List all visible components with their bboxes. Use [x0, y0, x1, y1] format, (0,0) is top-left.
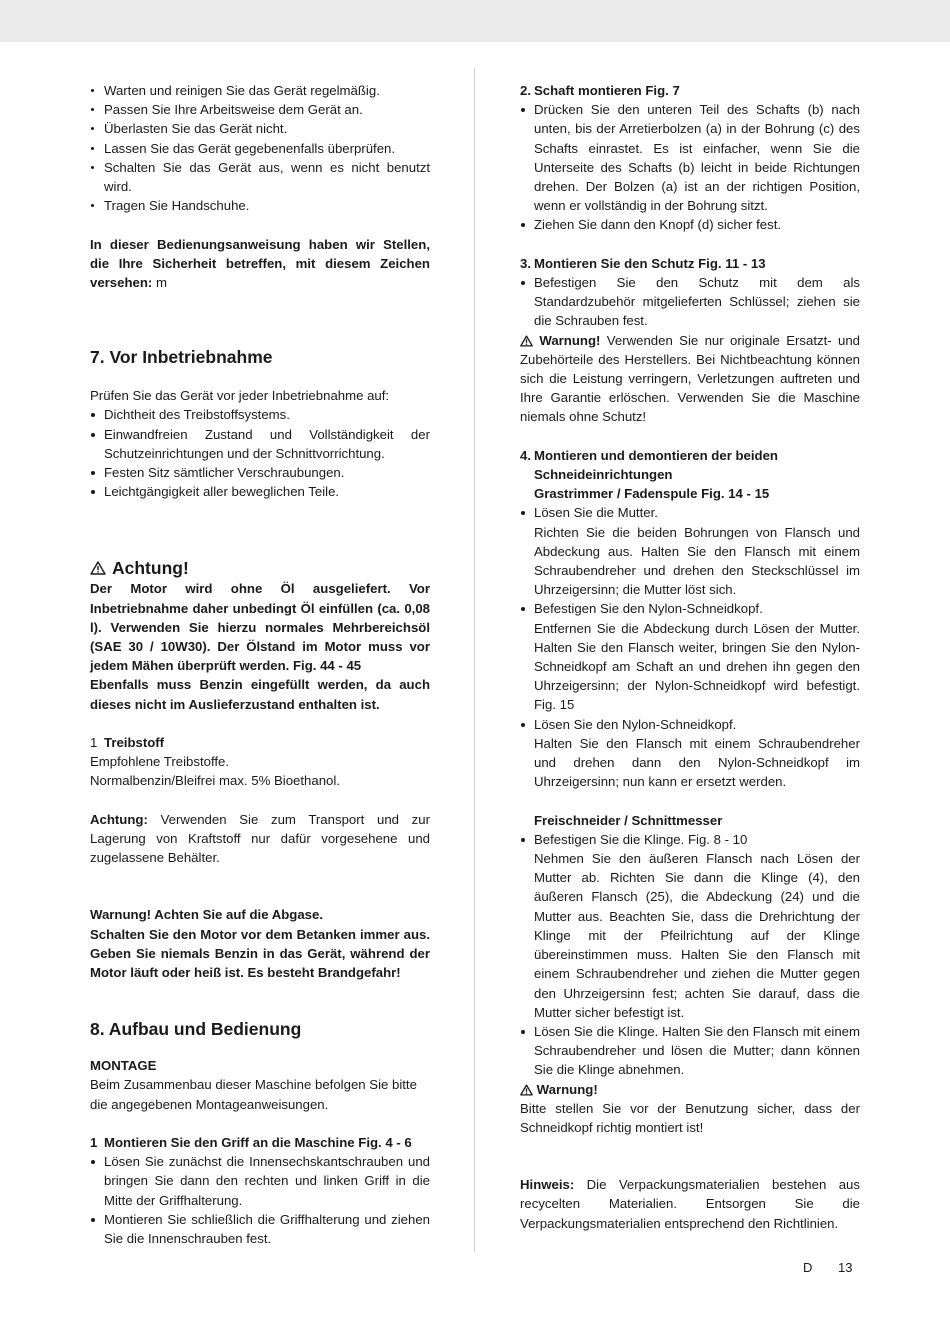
list-item: Dichtheit des Treibstoffsystems. — [90, 405, 430, 424]
final-warning-text: Bitte stellen Sie vor der Benutzung sicher, dass der Schneidkopf richtig montiert ist! — [520, 1100, 860, 1135]
step-4-heading: 4. Montieren und demontieren der beiden Schneideinrichtungen — [520, 446, 860, 484]
step-4-sub1-title: Grastrimmer / Fadenspule Fig. 14 - 15 — [534, 486, 770, 502]
list-item: Befestigen Sie den Nylon-Schneidkopf. Entfernen Sie die Abdeckung durch Lösen der Mutter. Halten Sie den Flansch weiter, bringen Sie den Nylon-Schneidkopf am Schaft an und drehen ihn gegen den Uhrzeigersinn; der Nylon-Schneidkopf wird befestigt. Fig. 15 — [520, 599, 860, 714]
list-item: Lösen Sie die Mutter. Richten Sie die beiden Bohrungen von Flansch und Abdeckung aus. Halten Sie den Flansch mit einem Schraubendreher und drehen den Steckschlüssel im Uhrzeigersinn; die Mutter löst sich. — [520, 503, 860, 599]
step-4-sub1-list — [520, 503, 860, 791]
footer-language: D — [803, 1260, 813, 1275]
list-item: Festen Sitz sämtlicher Verschraubungen. — [90, 463, 430, 482]
step-3-list — [520, 273, 860, 331]
safety-symbol: m — [155, 275, 167, 291]
list-item: Tragen Sie Handschuhe. — [90, 196, 430, 215]
step-3-title: Montieren Sie den Schutz Fig. 11 - 13 — [534, 255, 766, 271]
section-7-title: 7. Vor Inbetriebnahme — [90, 347, 273, 368]
list-item: Überlasten Sie das Gerät nicht. — [90, 119, 430, 138]
step-4-title: Montieren und demontieren der beiden Schneideinrichtungen — [534, 447, 778, 483]
step-4-sub2-list — [520, 830, 860, 1080]
step-3-heading: 3. Montieren Sie den Schutz Fig. 11 - 13 — [520, 254, 860, 273]
section-7-intro: Prüfen Sie das Gerät vor jeder Inbetriebnahme auf: — [90, 388, 390, 404]
list-item: Lösen Sie zunächst die Innensechskantschrauben und bringen Sie dann den rechten und linken Griff in die Mitte der Griffhalterung. — [90, 1152, 430, 1210]
list-item: Drücken Sie den unteren Teil des Schafts (b) nach unten, bis der Arretierbolzen (a) in der Bohrung (c) des Schafts einrastet. Es ist einfacher, wenn Sie die Unterseite des Schafts (b) leicht in beide Richtungen drehen. Der Bolzen (a) ist an der richtigen Position, wenn er vollständig in der Bohrung sitzt. — [520, 100, 860, 215]
list-item: Warten und reinigen Sie das Gerät regelmäßig. — [90, 81, 430, 100]
fuel-line-1: Empfohlene Treibstoffe. — [90, 754, 230, 770]
exhaust-warning-title: Warnung! Achten Sie auf die Abgase. — [90, 907, 324, 923]
list-item: Lösen Sie die Klinge. Halten Sie den Flansch mit einem Schraubendreher und lösen die Mutter; dann können Sie die Klinge abnehmen. — [520, 1022, 860, 1080]
step-1-list — [90, 1152, 430, 1248]
warning-triangle-icon — [90, 561, 106, 575]
section-7-list — [90, 405, 430, 501]
attention-heading — [90, 557, 430, 579]
warning-triangle-icon — [520, 1084, 533, 1096]
step-2-list — [520, 100, 860, 234]
step-4-sub2-title: Freischneider / Schnittmesser — [534, 812, 723, 828]
final-warning-heading: Warnung! — [520, 1080, 860, 1099]
care-list — [90, 81, 430, 215]
left-column — [90, 81, 430, 1248]
list-item: Passen Sie Ihre Arbeitsweise dem Gerät an. — [90, 100, 430, 119]
fuel-caution: Achtung: Verwenden Sie zum Transport und zur Lagerung von Kraftstoff nur dafür vorgesehene und zugelassene Behälter. — [90, 811, 430, 866]
montage-text: Beim Zusammenbau dieser Maschine befolgen Sie bitte die angegebenen Montageanweisungen. — [90, 1077, 417, 1112]
section-8-title: 8. Aufbau und Bedienung — [90, 1019, 302, 1040]
list-item: Ziehen Sie dann den Knopf (d) sicher fest. — [520, 215, 860, 234]
fuel-line-2: Normalbenzin/Bleifrei max. 5% Bioethanol. — [90, 773, 340, 789]
attention-text: Der Motor wird ohne Öl ausgeliefert. Vor Inbetriebnahme daher unbedingt Öl einfüllen (ca. 0,08 l). Verwenden Sie hierzu normales Mehrbereichsöl (SAE 30 / 10W30). Der Ölstand im Motor muss vor jedem Mähen überprüft werden. Fig. 44 - 45 — [90, 581, 430, 674]
step-1-title: Montieren Sie den Griff an die Maschine Fig. 4 - 6 — [104, 1135, 412, 1151]
right-column — [520, 81, 860, 1233]
attention-title: Achtung! — [112, 558, 189, 579]
step-2-heading: 2. Schaft montieren Fig. 7 — [520, 81, 860, 100]
list-item: Leichtgängigkeit aller beweglichen Teile. — [90, 482, 430, 501]
list-item: Montieren Sie schließlich die Griffhalterung und ziehen Sie die Innenschrauben fest. — [90, 1210, 430, 1248]
attention-text-2: Ebenfalls muss Benzin eingefüllt werden, da auch dieses nicht im Auslieferzustand enthalten ist. — [90, 677, 430, 712]
montage-title: MONTAGE — [90, 1058, 157, 1074]
step-1-heading: 1 Montieren Sie den Griff an die Maschine Fig. 4 - 6 — [90, 1133, 430, 1152]
list-item: Befestigen Sie den Schutz mit dem als Standardzubehör mitgelieferten Schlüssel; ziehen sie die Schrauben fest. — [520, 273, 860, 331]
fuel-heading: 1 Treibstoff — [90, 735, 165, 751]
exhaust-warning-text: Schalten Sie den Motor vor dem Betanken immer aus. Geben Sie niemals Benzin in das Gerät, während der Motor läuft oder heiß ist. Es besteht Brandgefahr! — [90, 926, 430, 981]
step-2-title: Schaft montieren Fig. 7 — [534, 83, 680, 98]
warning-triangle-icon — [520, 335, 533, 347]
list-item: Einwandfreien Zustand und Vollständigkeit der Schutzeinrichtungen und der Schnittvorrichtung. — [90, 425, 430, 463]
step-3-warning: Warnung! Verwenden Sie nur originale Ersatzt- und Zubehörteile des Herstellers. Bei Nichtbeachtung können sich die Leistung verringern, Verletzungen auftreten und Ihre Garantie erlöschen. Verwenden Sie die Maschine niemals ohne Schutz! — [520, 332, 861, 425]
safety-note — [90, 235, 430, 293]
page-number: 13 — [838, 1260, 853, 1275]
safety-note-text: In dieser Bedienungsanweisung haben wir Stellen, die Ihre Sicherheit betreffen, mit diesem Zeichen versehen: — [90, 236, 430, 291]
list-item: Lassen Sie das Gerät gegebenenfalls überprüfen. — [90, 139, 430, 158]
list-item: Befestigen Sie die Klinge. Fig. 8 - 10 Nehmen Sie den äußeren Flansch nach Lösen der Mutter ab. Richten Sie dann die Klinge (4), den äußeren Flansch (25), die Abdeckung (24) und die Mutter aus. Beachten Sie, dass die Drehrichtung der Klinge mit der Pfeilrichtung auf der Klinge übereinstimmen muss. Halten Sie den Flansch mit einem Schraubendreher und ziehen die Mutter gegen den Uhrzeigersinn fest; achten Sie darauf, dass die Mutter sicher befestigt ist. — [520, 830, 860, 1022]
list-item: Schalten Sie das Gerät aus, wenn es nicht benutzt wird. — [90, 158, 430, 196]
fuel-title: Treibstoff — [104, 735, 165, 751]
list-item: Lösen Sie den Nylon-Schneidkopf. Halten Sie den Flansch mit einem Schraubendreher und drehen dann den Nylon-Schneidkopf im Uhrzeigersinn; nun kann er ersetzt werden. — [520, 715, 860, 792]
column-divider — [474, 68, 475, 1252]
hint-note: Hinweis: Die Verpackungsmaterialien bestehen aus recycelten Materialien. Entsorgen Sie die Verpackungsmaterialien entsprechend den Richtlinien. — [520, 1177, 860, 1231]
top-bar — [0, 0, 950, 42]
